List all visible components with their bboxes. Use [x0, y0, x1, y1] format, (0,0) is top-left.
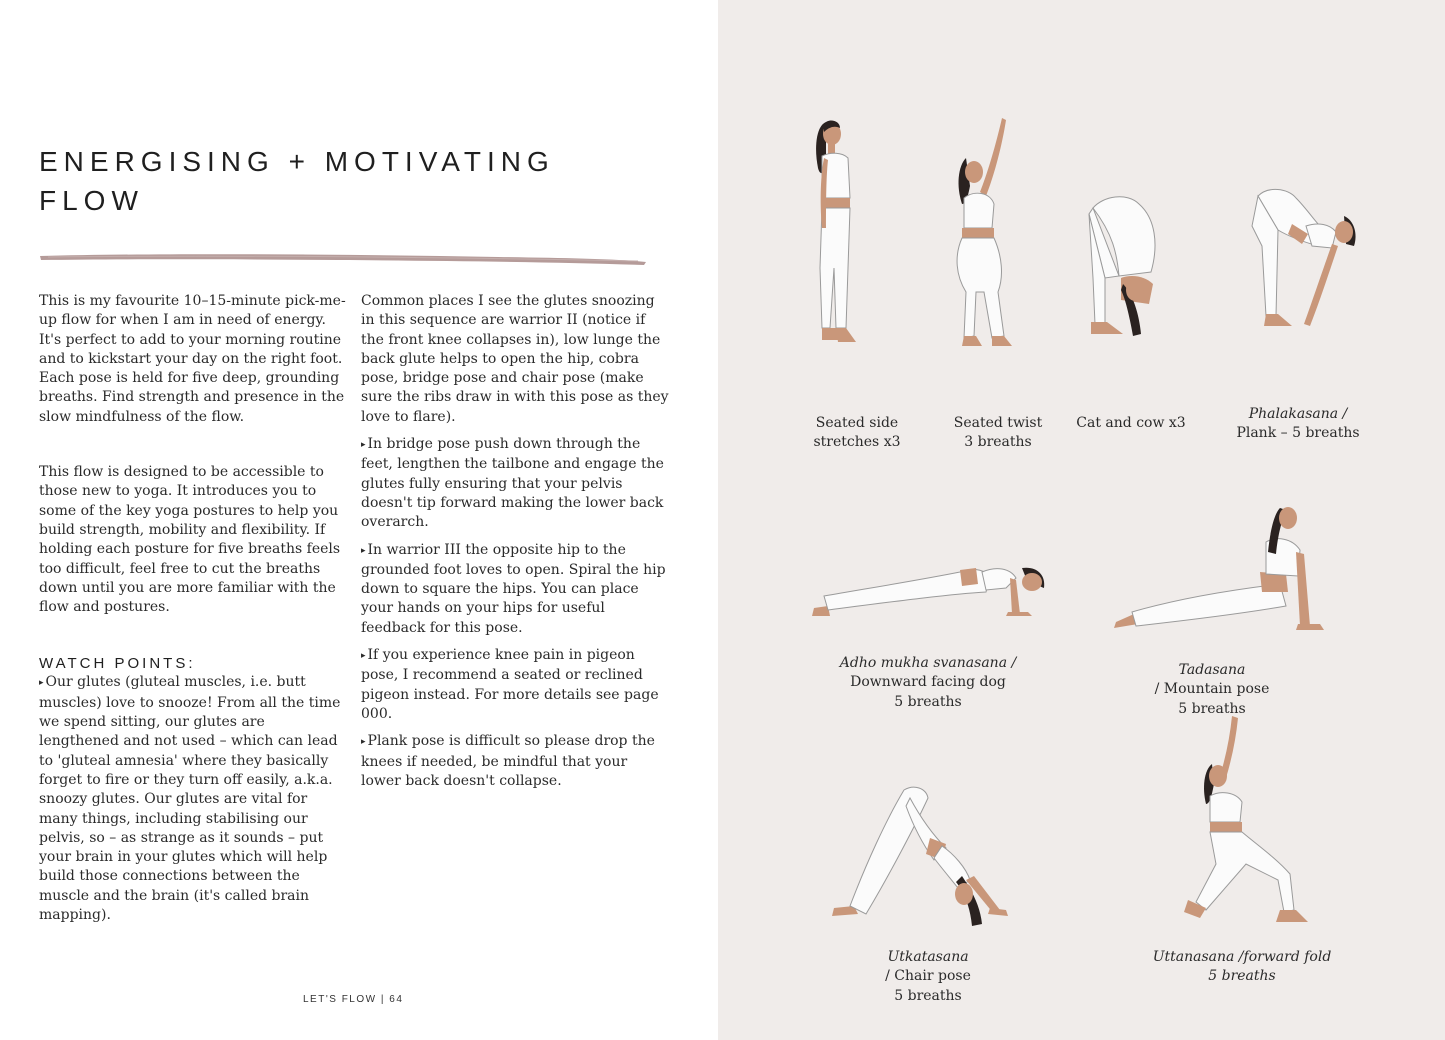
illustration-panel: [718, 0, 1445, 1040]
watch-point-pigeon: ▸ If you experience knee pain in pigeon pose, I recommend a seated or reclined pigeon instead. For more details see page 000.: [361, 647, 659, 722]
pose-illustration-half-lift: [1248, 186, 1360, 336]
caption-forward-fold: Cat and cow x3: [1076, 415, 1186, 431]
caption-cobra: Tadasana / Mountain pose 5 breaths: [1154, 662, 1270, 717]
caption-warrior-one: Uttanasana /forward fold 5 breaths: [1152, 949, 1332, 985]
folio: [303, 994, 403, 1005]
left-page: [0, 0, 718, 1040]
pose-illustration-chair-arm-up: [946, 116, 1026, 350]
caption-chair-arm-up: Seated twist 3 breaths: [953, 415, 1043, 451]
bullet-icon: ▸: [361, 651, 366, 662]
bullet-icon: ▸: [361, 545, 366, 556]
bullet-icon: ▸: [361, 737, 366, 748]
intro-paragraph-2: This flow is designed to be accessible to those new to yoga. It introduces you to some of the key yoga postures to help you build strength, mobility and flexibility. If holding each posture for five breaths feels too difficult, feel free to cut the breaths down until you are more familiar with the flow and postures.: [39, 464, 341, 616]
caption-half-lift: Phalakasana / Plank – 5 breaths: [1236, 406, 1360, 442]
watch-point-bridge: ▸ In bridge pose push down through the feet, lengthen the tailbone and engage the glutes fully ensuring that your pelvis doesn't tip forward making the lower back overarch.: [361, 436, 664, 531]
watch-points-heading: WATCH POINTS:: [39, 655, 196, 673]
watch-point-plank: ▸ Plank pose is difficult so please drop the knees if needed, be mindful that your lower back doesn't collapse.: [361, 733, 655, 789]
text-column-right: [361, 292, 671, 799]
brush-stroke-divider: [38, 248, 650, 270]
pose-illustration-plank: [810, 558, 1050, 620]
pose-illustration-cobra: [1110, 502, 1340, 632]
title-line-2: FLOW: [39, 185, 144, 216]
folio-page-number: 64: [389, 994, 404, 1005]
caption-downward-dog: Utkatasana / Chair pose 5 breaths: [885, 949, 971, 1004]
page-title: [39, 142, 599, 220]
folio-section: LET'S FLOW: [303, 994, 377, 1005]
pose-illustration-standing: [808, 118, 868, 350]
text-column-left: [39, 292, 349, 925]
caption-plank: Adho mukha svanasana / Downward facing dog 5 breaths: [839, 655, 1017, 710]
watch-point-warrior: ▸ In warrior III the opposite hip to the grounded foot loves to open. Spiral the hip down to square the hips. You can place your hands on your hips for useful feedback for this pose.: [361, 541, 666, 636]
caption-standing: Seated side stretches x3: [813, 415, 901, 451]
bullet-icon: ▸: [361, 440, 366, 451]
bullet-icon: ▸: [39, 678, 44, 689]
folio-separator: |: [380, 994, 385, 1005]
intro-paragraph-1: This is my favourite 10–15-minute pick-me-up flow for when I am in need of energy. It's perfect to add to your morning routine and to kickstart your day on the right foot. Each pose is held for five deep, grounding breaths. Find strength and presence in the slow mindfulness of the flow.: [39, 293, 346, 425]
watch-point-glutes-text: Our glutes (gluteal muscles, i.e. butt muscles) love to snooze! From all the time we spend sitting, our glutes are lengthened and not used – which can lead to 'gluteal amnesia' where they basically forget to fire or they turn off easily, a.k.a. snoozy glutes. Our glutes are vital for many things, including stabilising our pelvis, so – as strange as it sounds – put your brain in your glutes which will help build those connections between the muscle and the brain (it's called brain mapping).: [39, 674, 341, 924]
watch-point-glutes: [39, 673, 349, 925]
pose-illustration-warrior-one: [1166, 714, 1316, 934]
watch-point-snoozing: Common places I see the glutes snoozing in this sequence are warrior II (notice if the front knee collapses in), low lunge the back glute helps to open the hip, cobra pose, bridge pose and chair pose (make sure the ribs draw in with this pose as they love to flare).: [361, 293, 669, 425]
pose-illustration-downward-dog: [830, 784, 1010, 930]
pose-illustration-forward-fold: [1083, 194, 1163, 346]
title-line-1: ENERGISING + MOTIVATING: [39, 146, 555, 177]
